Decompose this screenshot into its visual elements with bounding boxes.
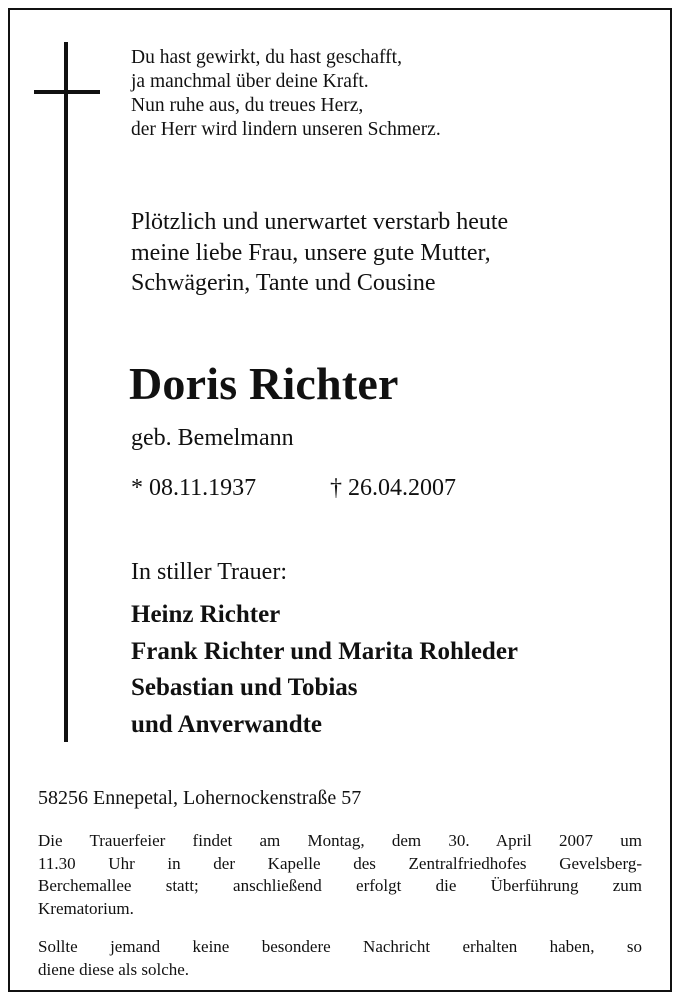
closing-note-line: Sollte jemand keine besondere Nachricht erhalten haben, so	[38, 937, 642, 956]
mourner: und Anverwandte	[131, 710, 323, 738]
announcement-line: meine liebe Frau, unsere gute Mutter,	[131, 239, 491, 266]
announcement-line: Plötzlich und unerwartet verstarb heute	[131, 209, 509, 235]
mourner: Heinz Richter	[131, 601, 281, 628]
funeral-notice	[38, 830, 642, 920]
funeral-notice-line: Krematorium.	[38, 898, 134, 918]
announcement	[131, 207, 508, 299]
maiden-name: geb. Bemelmann	[131, 425, 294, 451]
deceased-name: Doris Richter	[129, 358, 399, 409]
poem	[131, 46, 441, 142]
poem-line: Nun ruhe aus, du treues Herz,	[131, 95, 364, 116]
mourners-list	[131, 597, 518, 743]
address: 58256 Ennepetal, Lohernockenstraße 57	[38, 787, 362, 809]
poem-line: ja manchmal über deine Kraft.	[131, 71, 369, 92]
cross-icon-bar	[34, 90, 100, 94]
mourner: Sebastian und Tobias	[131, 674, 358, 701]
announcement-line: Schwägerin, Tante und Cousine	[131, 270, 436, 296]
funeral-notice-line: Berchemallee statt; anschließend erfolgt die Überführung zum	[38, 876, 642, 895]
closing-note	[38, 936, 642, 981]
death-date: † 26.04.2007	[330, 475, 456, 501]
birth-date: * 08.11.1937	[131, 475, 257, 501]
funeral-notice-line: Die Trauerfeier findet am Montag, dem 30. April 2007 um	[38, 831, 642, 850]
mourning-intro: In stiller Trauer:	[131, 559, 287, 585]
cross-icon	[64, 42, 68, 742]
mourner: Frank Richter und Marita Rohleder	[131, 637, 519, 665]
funeral-notice-line: 11.30 Uhr in der Kapelle des Zentralfriedhofes Gevelsberg-	[38, 853, 642, 873]
closing-note-line: diene diese als solche.	[38, 959, 190, 979]
poem-line: Du hast gewirkt, du hast geschafft,	[131, 47, 402, 68]
poem-line: der Herr wird lindern unseren Schmerz.	[131, 119, 441, 140]
